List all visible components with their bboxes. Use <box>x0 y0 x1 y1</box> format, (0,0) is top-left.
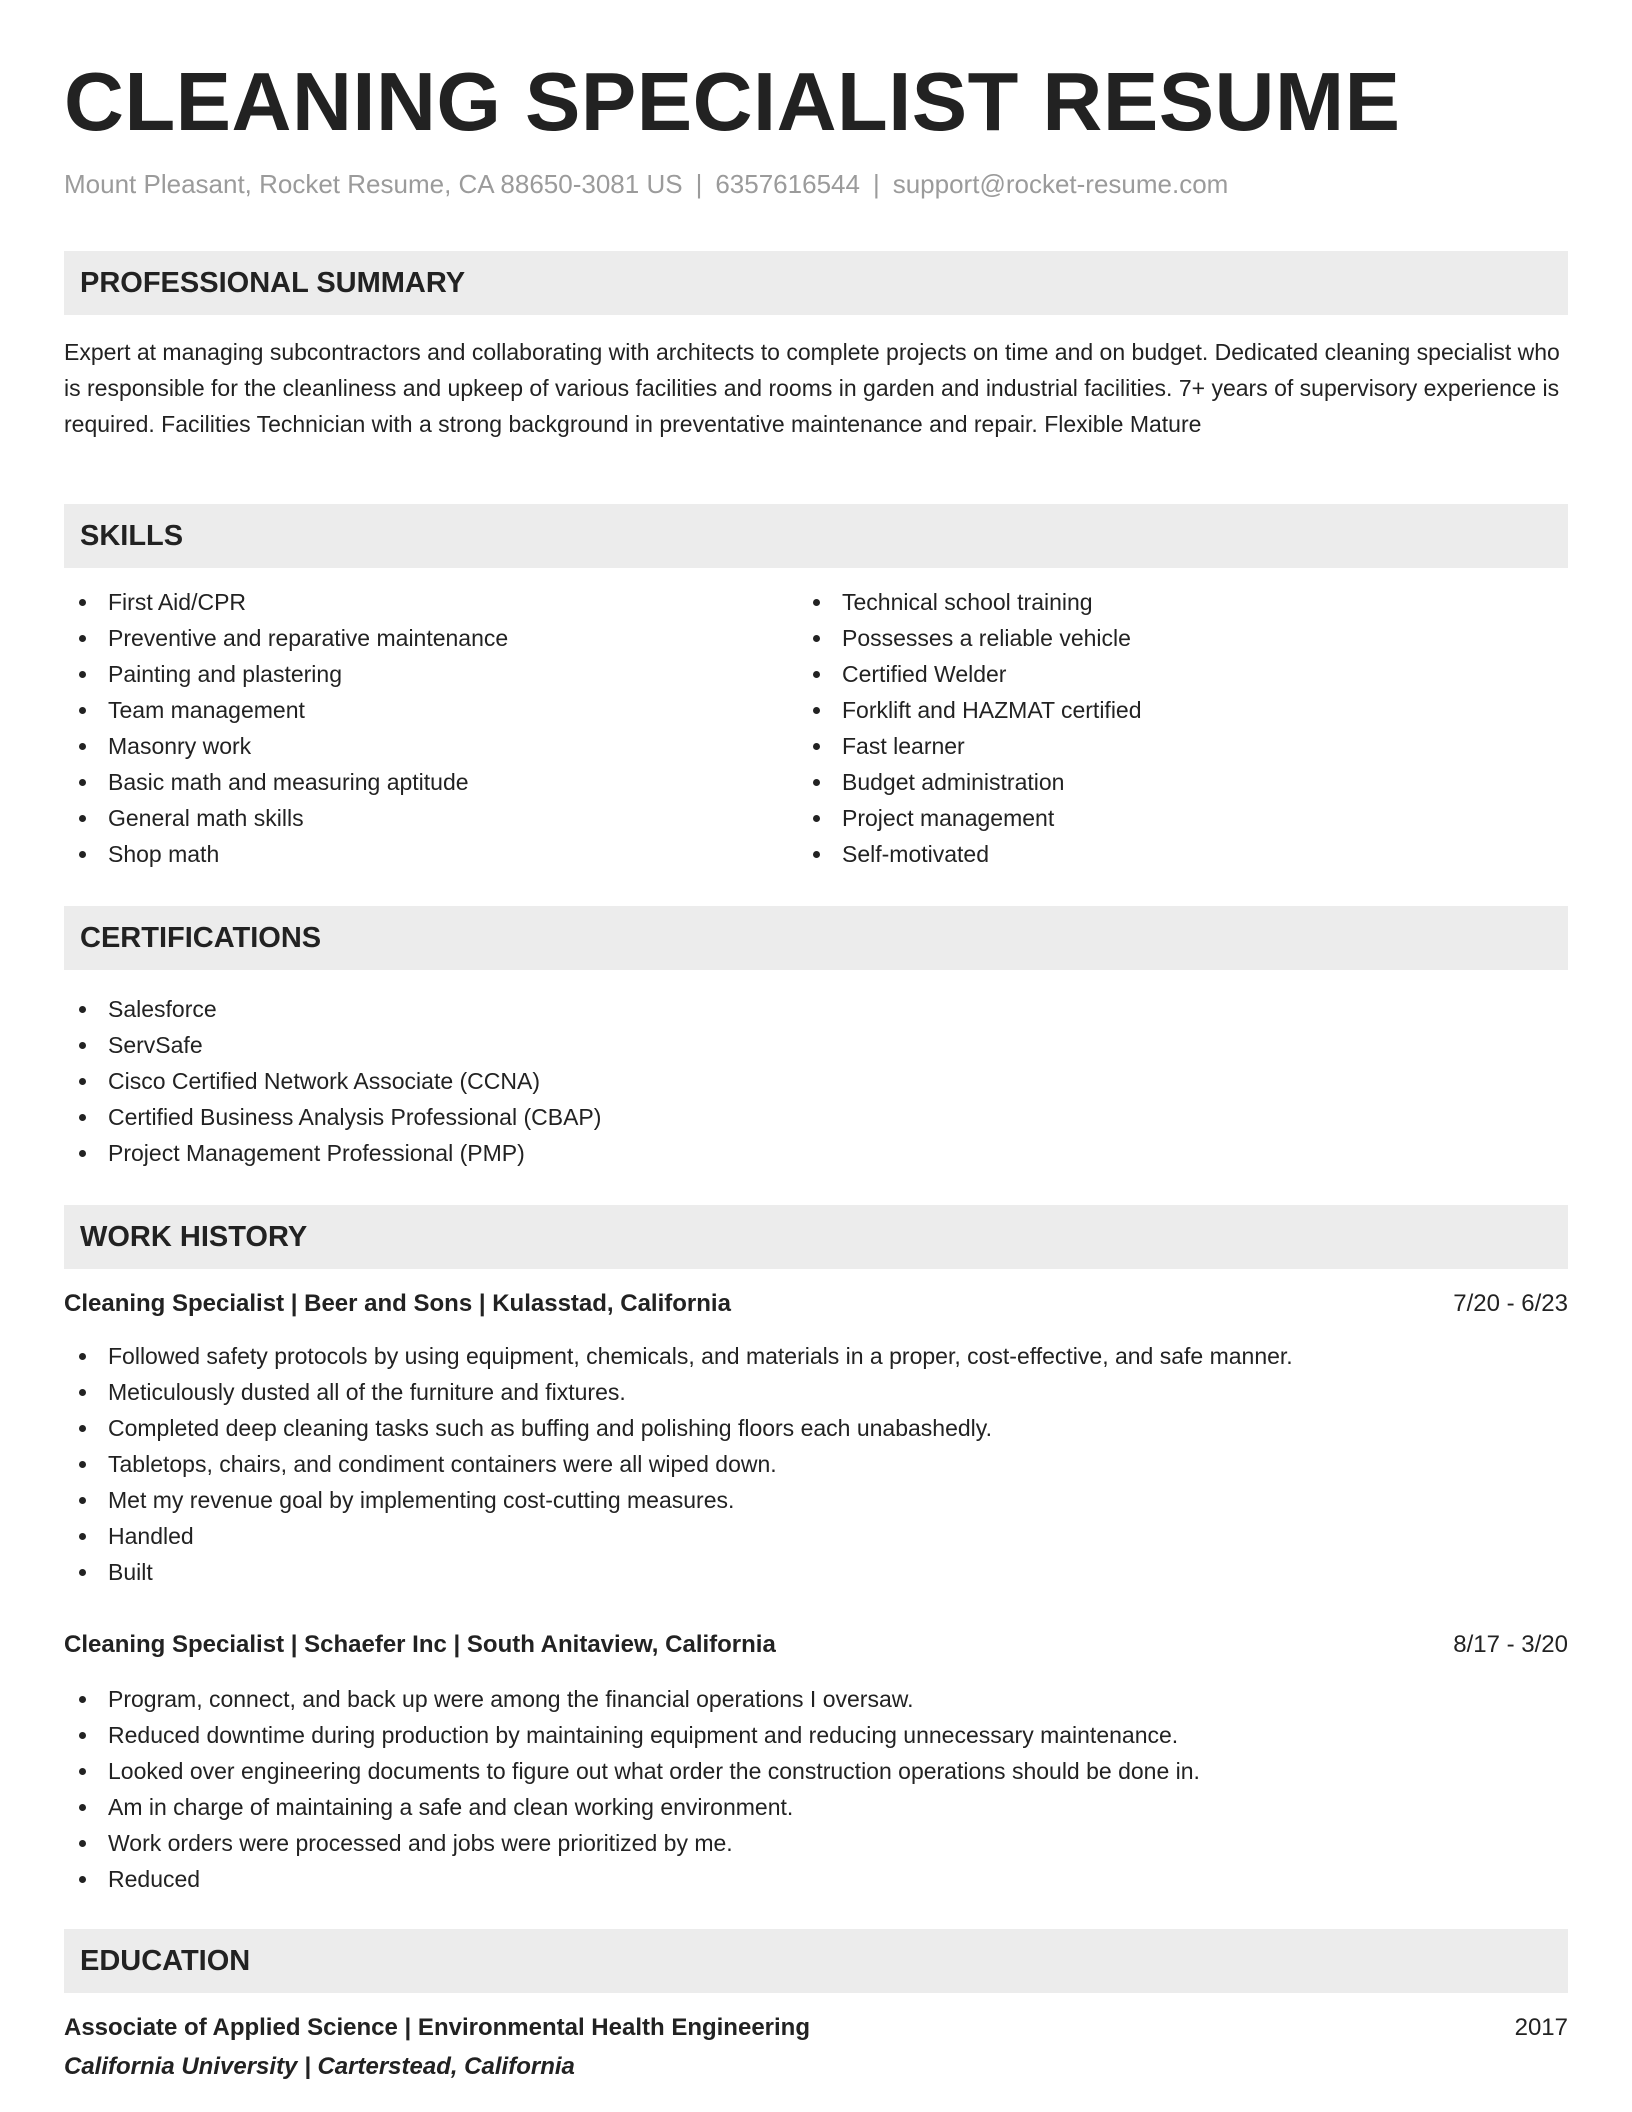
contact-phone: 6357616544 <box>715 169 860 199</box>
section-heading-summary: PROFESSIONAL SUMMARY <box>64 251 1568 315</box>
certification-item: ServSafe <box>64 1027 601 1063</box>
section-heading-certifications: CERTIFICATIONS <box>64 906 1568 970</box>
job-bullet: Built <box>64 1554 1293 1590</box>
skill-item: Self-motivated <box>798 836 1142 872</box>
skill-item: Masonry work <box>64 728 508 764</box>
skill-item: First Aid/CPR <box>64 584 508 620</box>
certification-item: Project Management Professional (PMP) <box>64 1135 601 1171</box>
job-bullet: Completed deep cleaning tasks such as buffing and polishing floors each unabashedly. <box>64 1410 1293 1446</box>
certification-item: Certified Business Analysis Professional (CBAP) <box>64 1099 601 1135</box>
skill-item: Forklift and HAZMAT certified <box>798 692 1142 728</box>
certifications-list <box>64 991 601 1171</box>
job-dates: 7/20 - 6/23 <box>1453 1290 1568 1317</box>
job-bullet: Handled <box>64 1518 1293 1554</box>
contact-address: Mount Pleasant, Rocket Resume, CA 88650-3081 US <box>64 169 683 199</box>
skill-item: Project management <box>798 800 1142 836</box>
skills-list-right <box>798 584 1142 872</box>
education-school: California University | Carterstead, California <box>64 2053 575 2080</box>
job-bullet: Program, connect, and back up were among the financial operations I oversaw. <box>64 1681 1200 1717</box>
skill-item: Possesses a reliable vehicle <box>798 620 1142 656</box>
job-dates: 8/17 - 3/20 <box>1453 1631 1568 1658</box>
contact-separator: | <box>872 169 880 199</box>
skill-item: Certified Welder <box>798 656 1142 692</box>
job-header <box>64 1286 1568 1322</box>
skill-item: General math skills <box>64 800 508 836</box>
skill-item: Preventive and reparative maintenance <box>64 620 508 656</box>
job-bullets <box>64 1338 1293 1590</box>
education-year: 2017 <box>1514 2014 1568 2041</box>
section-heading-education: EDUCATION <box>64 1929 1568 1993</box>
job-bullet: Met my revenue goal by implementing cost-cutting measures. <box>64 1482 1293 1518</box>
skills-list-left <box>64 584 508 872</box>
education-degree: Associate of Applied Science | Environmental Health Engineering <box>64 2014 810 2041</box>
summary-text: Expert at managing subcontractors and collaborating with architects to complete projects on time and on budget. Dedicated cleaning specialist who is responsible for the cleanliness and upkeep of various facilities and rooms in garden and industrial facilities. 7+ years of supervisory experience is required. Facilities Technician with a strong background in preventative maintenance and repair. Flexible Mature <box>64 339 1560 437</box>
job-bullets <box>64 1681 1200 1897</box>
job-header <box>64 1627 1568 1663</box>
job-bullet: Work orders were processed and jobs were prioritized by me. <box>64 1825 1200 1861</box>
contact-email[interactable]: support@rocket-resume.com <box>892 169 1229 199</box>
resume-title: CLEANING SPECIALIST RESUME <box>64 55 1401 148</box>
certification-item: Salesforce <box>64 991 601 1027</box>
skill-item: Technical school training <box>798 584 1142 620</box>
job-bullet: Looked over engineering documents to figure out what order the construction operations should be done in. <box>64 1753 1200 1789</box>
certification-item: Cisco Certified Network Associate (CCNA) <box>64 1063 601 1099</box>
skill-item: Fast learner <box>798 728 1142 764</box>
skill-item: Budget administration <box>798 764 1142 800</box>
job-title: Cleaning Specialist | Schaefer Inc | South Anitaview, California <box>64 1631 776 1658</box>
job-title: Cleaning Specialist | Beer and Sons | Kulasstad, California <box>64 1290 731 1317</box>
job-bullet: Meticulously dusted all of the furniture and fixtures. <box>64 1374 1293 1410</box>
job-bullet: Reduced <box>64 1861 1200 1897</box>
skill-item: Painting and plastering <box>64 656 508 692</box>
job-bullet: Reduced downtime during production by maintaining equipment and reducing unnecessary maintenance. <box>64 1717 1200 1753</box>
job-bullet: Tabletops, chairs, and condiment containers were all wiped down. <box>64 1446 1293 1482</box>
job-bullet: Am in charge of maintaining a safe and clean working environment. <box>64 1789 1200 1825</box>
skill-item: Team management <box>64 692 508 728</box>
skill-item: Shop math <box>64 836 508 872</box>
contact-line <box>64 165 1228 203</box>
skill-item: Basic math and measuring aptitude <box>64 764 508 800</box>
education-header <box>64 2010 1568 2046</box>
job-bullet: Followed safety protocols by using equipment, chemicals, and materials in a proper, cost-effective, and safe manner. <box>64 1338 1293 1374</box>
contact-separator: | <box>695 169 703 199</box>
section-heading-skills: SKILLS <box>64 504 1568 568</box>
section-heading-work-history: WORK HISTORY <box>64 1205 1568 1269</box>
